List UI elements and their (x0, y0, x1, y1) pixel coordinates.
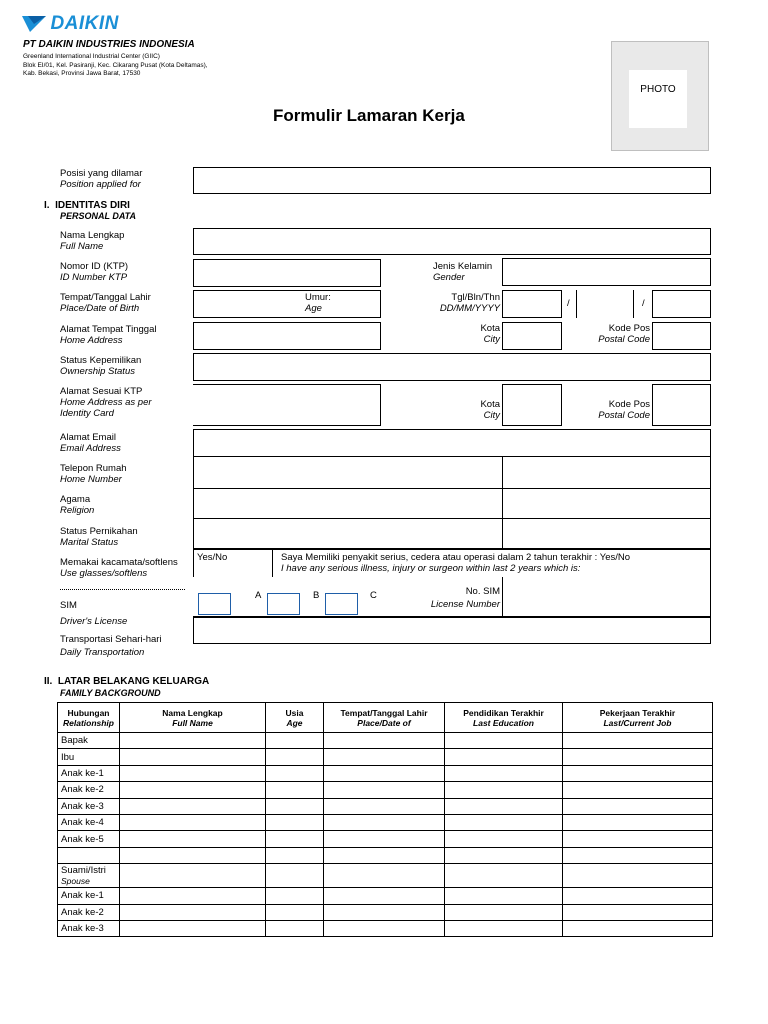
family-cell[interactable] (120, 782, 266, 798)
family-cell[interactable] (120, 831, 266, 847)
sim-c-checkbox[interactable] (325, 593, 358, 615)
family-cell[interactable] (120, 847, 266, 863)
gender-input[interactable] (502, 258, 711, 286)
position-input[interactable] (193, 167, 711, 194)
family-cell[interactable] (120, 765, 266, 781)
relationship-cell: Suami/Istri Spouse (58, 864, 120, 888)
family-cell[interactable] (324, 831, 445, 847)
relationship-cell: Anak ke-5 (58, 831, 120, 847)
illness-label: Saya Memiliki penyakit serius, cedera atau operasi dalam 2 tahun terakhir : Yes/No I have any serious illness, injury or surgeon within last 2 years which is: (281, 552, 631, 574)
relationship-cell: Ibu (58, 749, 120, 765)
family-cell[interactable] (266, 798, 324, 814)
table-row (58, 920, 713, 936)
relationship-cell: Bapak (58, 733, 120, 749)
family-cell[interactable] (324, 749, 445, 765)
ownership-input[interactable] (193, 353, 711, 381)
family-cell[interactable] (324, 888, 445, 904)
city-input[interactable] (502, 322, 562, 350)
family-cell[interactable] (120, 864, 266, 888)
ethnicity-input[interactable] (380, 488, 711, 519)
family-cell[interactable] (445, 864, 563, 888)
sim-label: SIM Driver's License (60, 600, 128, 627)
family-cell[interactable] (266, 831, 324, 847)
col-birth: Tempat/Tanggal Lahir Place/Date of (324, 703, 445, 733)
family-cell[interactable] (563, 888, 713, 904)
table-row (58, 749, 713, 765)
address-line-1: Greenland International Industrial Center (GIIC) (23, 53, 160, 60)
dob-year-input[interactable] (652, 290, 711, 318)
family-cell[interactable] (445, 765, 563, 781)
family-cell[interactable] (324, 920, 445, 936)
table-row (58, 814, 713, 830)
ownership-label: Status Kepemilikan Ownership Status (60, 355, 142, 377)
dob-month-input[interactable] (576, 290, 634, 318)
company-name: PT DAIKIN INDUSTRIES INDONESIA (23, 39, 195, 50)
city2-input[interactable] (502, 384, 562, 426)
email-label: Alamat Email Email Address (60, 432, 121, 454)
family-cell[interactable] (266, 782, 324, 798)
dotted-separator (60, 589, 185, 590)
postal-label: Kode Pos Postal Code (598, 323, 650, 345)
photo-box[interactable] (611, 41, 709, 151)
religion-label: Agama Religion (60, 494, 95, 516)
dob-day-input[interactable] (502, 290, 562, 318)
marital-label: Status Pernikahan Marital Status (60, 526, 138, 548)
birth-label: Tempat/Tanggal Lahir Place/Date of Birth (60, 292, 151, 314)
position-label: Posisi yang dilamar Position applied for (60, 168, 143, 190)
address-line-2: Blok EI/01, Kel. Pasiranji, Kec. Cikarang Pusat (Kota Deltamas), (23, 61, 208, 69)
family-cell[interactable] (563, 798, 713, 814)
family-cell[interactable] (563, 904, 713, 920)
company-address (23, 53, 208, 79)
relationship-cell: Anak ke-4 (58, 814, 120, 830)
sim-b-checkbox[interactable] (267, 593, 300, 615)
family-table (57, 702, 713, 937)
illness-divider (272, 549, 273, 578)
sim-a-label: A (255, 590, 262, 601)
phone-label: Telepon Rumah Home Number (60, 463, 127, 485)
name-label: Nama Lengkap Full Name (60, 230, 125, 252)
relationship-cell: Anak ke-3 (58, 920, 120, 936)
col-relationship: Hubungan Relationship (58, 703, 120, 733)
sim-number-input[interactable] (503, 578, 710, 616)
postal2-label: Kode Pos Postal Code (598, 399, 650, 421)
col-education: Pendidikan Terakhir Last Education (445, 703, 563, 733)
family-cell[interactable] (120, 904, 266, 920)
transport-input[interactable] (193, 617, 711, 644)
dob-label: Tgl/Bln/Thn DD/MM/YYYY (439, 292, 500, 314)
sim-b-label: B (313, 590, 320, 601)
sim-a-checkbox[interactable] (198, 593, 231, 615)
cell-phone-input[interactable] (380, 456, 711, 489)
family-cell[interactable] (120, 920, 266, 936)
relationship-cell: Anak ke-3 (58, 798, 120, 814)
family-cell[interactable] (445, 847, 563, 863)
family-cell[interactable] (266, 920, 324, 936)
photo-label: PHOTO (629, 70, 687, 128)
cell-divider (502, 456, 503, 489)
family-cell[interactable] (563, 847, 713, 863)
family-cell[interactable] (324, 814, 445, 830)
birth-place-input[interactable] (193, 290, 381, 318)
id-label: Nomor ID (KTP) ID Number KTP (60, 261, 129, 283)
glasses-label: Memakai kacamata/softlens Use glasses/softlens (60, 557, 178, 579)
table-row (58, 888, 713, 904)
logo-text: DAIKIN (50, 13, 119, 34)
family-cell[interactable] (266, 814, 324, 830)
family-cell[interactable] (445, 782, 563, 798)
gender-label: Jenis Kelamin Gender (433, 261, 493, 283)
section2-heading-en: FAMILY BACKGROUND (60, 688, 161, 698)
family-cell[interactable] (266, 904, 324, 920)
family-cell[interactable] (445, 831, 563, 847)
family-cell[interactable] (563, 864, 713, 888)
family-cell[interactable] (120, 749, 266, 765)
sim-c-label: C (370, 590, 377, 601)
table-row (58, 782, 713, 798)
spouse-sublabel: Spouse (61, 875, 90, 886)
relationship-cell: Anak ke-1 (58, 765, 120, 781)
table-row (58, 831, 713, 847)
daikin-logo (22, 13, 119, 35)
form-title: Formulir Lamaran Kerja (273, 106, 465, 125)
family-cell[interactable] (445, 904, 563, 920)
family-cell[interactable] (445, 733, 563, 749)
family-cell[interactable] (266, 847, 324, 863)
family-cell[interactable] (266, 765, 324, 781)
col-full-name: Nama Lengkap Full Name (120, 703, 266, 733)
family-table-header (58, 703, 713, 733)
marital-status-input[interactable] (193, 518, 381, 549)
family-cell[interactable] (120, 733, 266, 749)
family-cell[interactable] (266, 888, 324, 904)
relationship-cell: Anak ke-2 (58, 782, 120, 798)
address-line-3: Kab. Bekasi, Provinsi Jawa Barat, 17530 (23, 70, 141, 77)
family-cell[interactable] (324, 765, 445, 781)
family-cell[interactable] (324, 847, 445, 863)
section1-heading-en: PERSONAL DATA (60, 211, 137, 221)
marriage-divider (502, 518, 503, 549)
id-number-input[interactable] (193, 259, 381, 287)
family-cell[interactable] (445, 920, 563, 936)
relationship-cell (58, 847, 120, 863)
home-address-label: Alamat Tempat Tinggal Home Address (60, 324, 157, 346)
full-name-input[interactable] (193, 228, 711, 255)
ktp-address-label: Alamat Sesuai KTP Home Address as per Identity Card (60, 386, 152, 419)
home-address-input[interactable] (193, 322, 381, 350)
age-label: Umur: Age (305, 292, 331, 314)
table-row (58, 798, 713, 814)
family-cell[interactable] (445, 814, 563, 830)
family-cell[interactable] (445, 888, 563, 904)
family-cell[interactable] (324, 904, 445, 920)
dob-sep-1: / (567, 298, 570, 309)
family-cell[interactable] (563, 920, 713, 936)
daikin-logo-icon (22, 14, 46, 34)
col-age: Usia Age (266, 703, 324, 733)
family-cell[interactable] (324, 864, 445, 888)
sim-number-label: No. SIM License Number (430, 586, 500, 610)
postal2-input[interactable] (652, 384, 711, 426)
family-cell[interactable] (445, 798, 563, 814)
family-cell[interactable] (563, 814, 713, 830)
table-row (58, 904, 713, 920)
ethnicity-divider (502, 488, 503, 519)
religion-input[interactable] (193, 488, 381, 519)
table-row (58, 847, 713, 863)
email-input[interactable] (193, 429, 711, 457)
family-cell[interactable] (266, 733, 324, 749)
family-cell[interactable] (324, 798, 445, 814)
family-cell[interactable] (120, 888, 266, 904)
col-job: Pekerjaan Terakhir Last/Current Job (563, 703, 713, 733)
family-cell[interactable] (563, 831, 713, 847)
family-cell[interactable] (445, 749, 563, 765)
transport-label: Transportasi Sehari-hari Daily Transportation (60, 634, 162, 658)
section2-heading: II. LATAR BELAKANG KELUARGA (44, 676, 210, 687)
relationship-cell: Anak ke-2 (58, 904, 120, 920)
marriage-date-input[interactable] (380, 518, 711, 549)
city-label: Kota City (480, 323, 500, 345)
family-cell[interactable] (563, 782, 713, 798)
family-cell[interactable] (266, 749, 324, 765)
family-cell[interactable] (324, 782, 445, 798)
glasses-value: Yes/No (197, 552, 228, 563)
family-cell[interactable] (324, 733, 445, 749)
family-cell[interactable] (120, 798, 266, 814)
family-cell[interactable] (563, 765, 713, 781)
dob-sep-2: / (642, 298, 645, 309)
table-row (58, 864, 713, 888)
family-cell[interactable] (120, 814, 266, 830)
postal-code-input[interactable] (652, 322, 711, 350)
relationship-cell: Anak ke-1 (58, 888, 120, 904)
ktp-address-input[interactable] (193, 384, 381, 426)
family-cell[interactable] (563, 749, 713, 765)
home-phone-input[interactable] (193, 456, 381, 489)
city2-label: Kota City (480, 399, 500, 421)
table-row (58, 765, 713, 781)
family-cell[interactable] (266, 864, 324, 888)
section1-heading: I. IDENTITAS DIRI (44, 200, 130, 211)
family-cell[interactable] (563, 733, 713, 749)
table-row (58, 733, 713, 749)
